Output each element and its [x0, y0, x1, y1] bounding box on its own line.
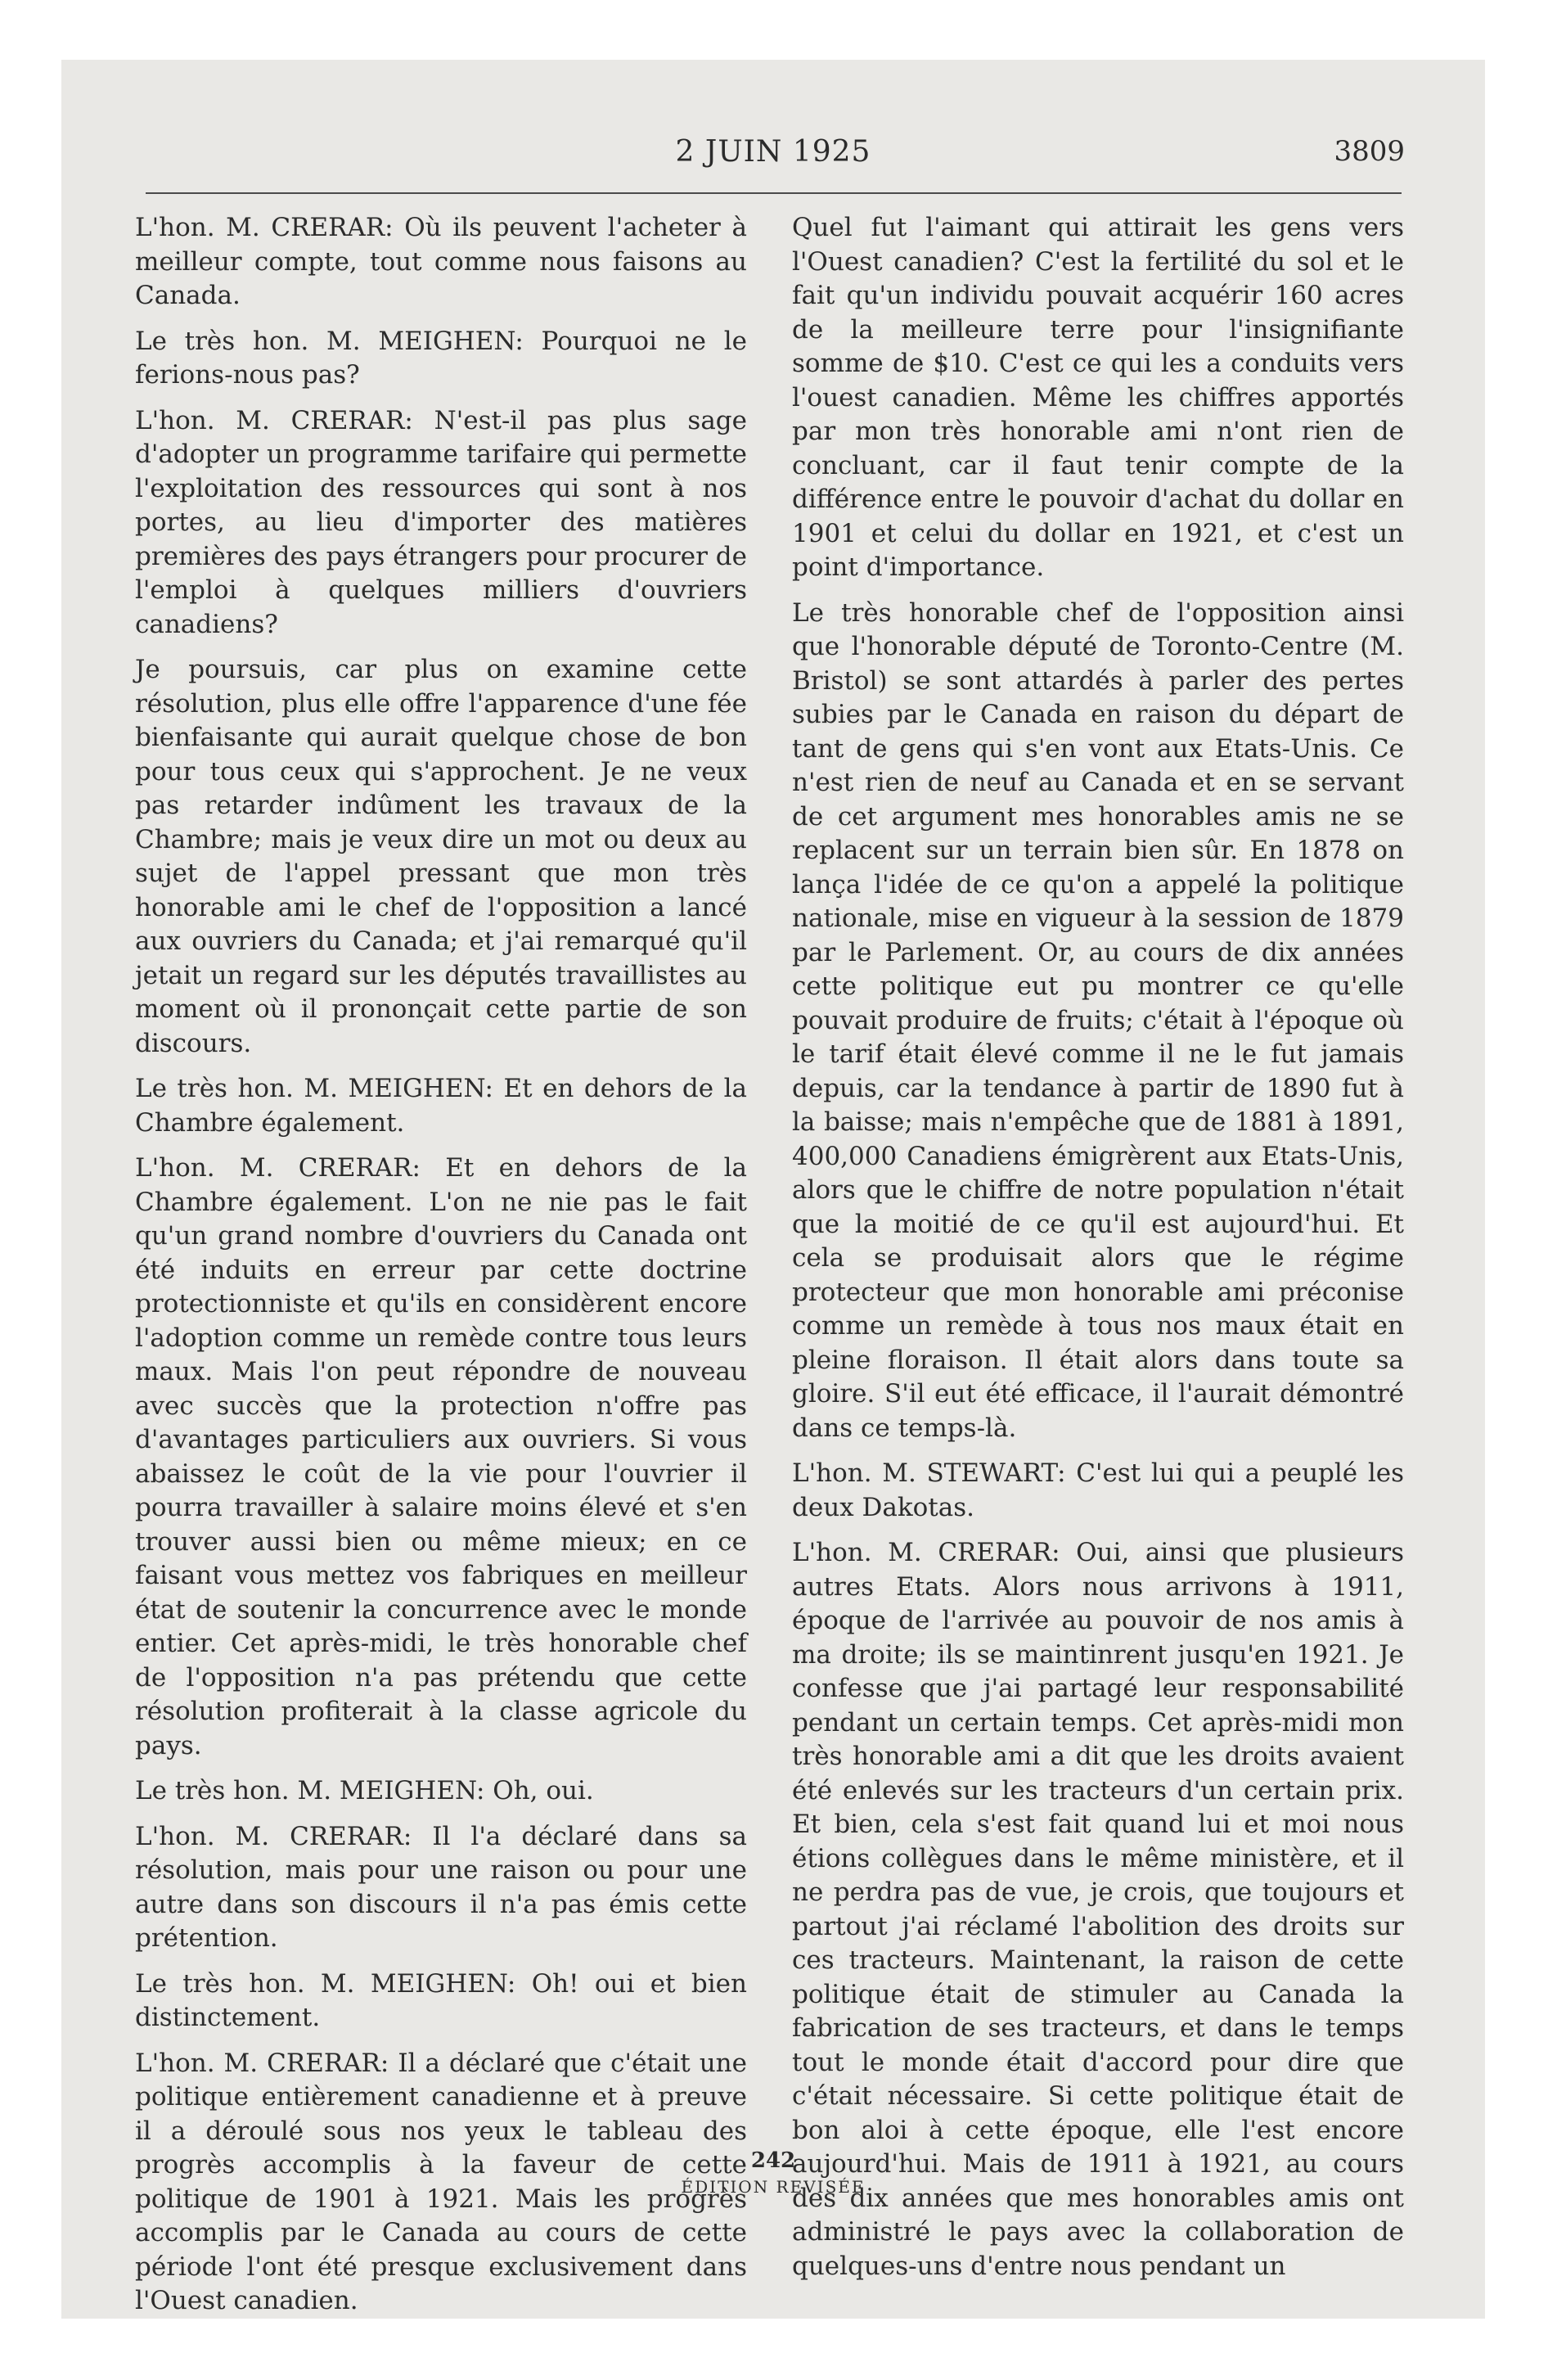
paragraph: Le très honorable chef de l'opposition ainsi que l'honorable député de Toronto-Centre (M. Bristol) se sont attardés à parler des pertes subies par le Canada en raison du départ de tant de gens qui s'en vont aux Etats-Unis. Ce n'est rien de neuf au Canada et en se servant de cet argument mes honorables amis ne se replacent sur un terrain bien sûr. En 1878 on lança l'idée de ce qu'on a appelé la politique nationale, mise en vigueur à la session de 1879 par le Parlement. Or, au cours de dix années cette politique eut pu montrer ce qu'elle pouvait produire de fruits; c'était à l'époque où le tarif était élevé comme il ne le fut jamais depuis, car la tendance à partir de 1890 fut à la baisse; mais n'empêche que de 1881 à 1891, 400,000 Canadiens émigrèrent aux Etats-Unis, alors que le chiffre de notre population n'était que la moitié de ce qu'il est aujourd'hui. Et cela se produisait alors que le régime protecteur que mon honorable ami préconise comme un remède à tous nos maux était en pleine floraison. Il était alors dans toute sa gloire. S'il eut été efficace, il l'aurait démontré dans ce temps-là.	[792, 597, 1404, 1443]
page-header	[61, 135, 1485, 184]
page-footer	[61, 2147, 1485, 2199]
paragraph: L'hon. M. CRERAR: Il l'a déclaré dans sa résolution, mais pour une raison ou pour une autre dans son discours il n'a pas émis cette prétention.	[135, 1821, 747, 1953]
right-column	[792, 211, 1404, 2295]
paragraph: Le très hon. M. MEIGHEN: Et en dehors de la Chambre également.	[135, 1074, 747, 1138]
paragraph: Je poursuis, car plus on examine cette résolution, plus elle offre l'apparence d'une fée bienfaisante qui aurait quelque chose de bon pour tous ceux qui s'approchent. Je ne veux pas retarder indûment les travaux de la Chambre; mais je veux dire un mot ou deux au sujet de l'appel pressant que mon très honorable ami le chef de l'opposition a lancé aux ouvriers du Canada; et j'ai remarqué qu'il jetait un regard sur les députés travaillistes au moment où il prononçait cette partie de son discours.	[135, 655, 747, 1058]
paragraph: L'hon. M. CRERAR: Où ils peuvent l'acheter à meilleur compte, tout comme nous faisons au Canada.	[135, 213, 747, 310]
header-rule	[146, 192, 1402, 194]
paragraph: L'hon. M. CRERAR: N'est-il pas plus sage d'adopter un programme tarifaire qui permette l'exploitation des ressources qui sont à nos portes, au lieu d'importer des matières premières des pays étrangers pour procurer de l'emploi à quelques milliers d'ouvriers canadiens?	[135, 405, 747, 639]
paragraph: L'hon. M. CRERAR: Il a déclaré que c'était une politique entièrement canadienne et à preuve il a déroulé sous nos yeux le tableau des progrès accomplis à la faveur de cette politique de 1901 à 1921. Mais les progrès accomplis par le Canada au cours de cette période l'ont été presque exclusivement dans l'Ouest canadien.	[135, 2048, 747, 2315]
paragraph: L'hon. M. CRERAR: Oui, ainsi que plusieurs autres Etats. Alors nous arrivons à 1911, époque de l'arrivée au pouvoir de nos amis à ma droite; ils se maintinrent jusqu'en 1921. Je confesse que j'ai partagé leur responsabilité pendant un certain temps. Cet après-midi mon très honorable ami a dit que les droits avaient été enlevés sur les tracteurs d'un certain prix. Et bien, cela s'est fait quand lui et moi nous étions collègues dans le même ministère, et il ne perdra pas de vue, je crois, que toujours et partout j'ai réclamé l'abolition des droits sur ces tracteurs. Maintenant, la raison de cette politique était de stimuler au Canada la fabrication de ses tracteurs, et dans le temps tout le monde était d'accord pour dire que c'était nécessaire. Si cette politique était de bon aloi à cette époque, elle l'est encore aujourd'hui. Mais de 1911 à 1921, au cours des dix années que mes honorables amis ont administré le pays avec la collaboration de quelques-uns d'entre nous pendant un	[792, 1538, 1404, 2281]
paragraph: L'hon. M. STEWART: C'est lui qui a peuplé les deux Dakotas.	[792, 1458, 1404, 1522]
header-page-number: 3809	[1334, 135, 1405, 168]
paragraph: L'hon. M. CRERAR: Et en dehors de la Chambre également. L'on ne nie pas le fait qu'un grand nombre d'ouvriers du Canada ont été induits en erreur par cette doctrine protectionniste et qu'ils en considèrent encore l'adoption comme un remède contre tous leurs maux. Mais l'on peut répondre de nouveau avec succès que la protection n'offre pas d'avantages particuliers aux ouvriers. Si vous abaissez le coût de la vie pour l'ouvrier il pourra travailler à salaire moins élevé et s'en trouver aussi bien ou même mieux; en ce faisant vous mettez vos fabriques en meilleur état de soutenir la concurrence avec le monde entier. Cet après-midi, le très honorable chef de l'opposition n'a pas prétendu que cette résolution profiterait à la classe agricole du pays.	[135, 1153, 747, 1760]
header-date: 2 JUIN 1925	[675, 135, 871, 169]
left-column	[135, 211, 747, 2330]
scanned-page	[61, 60, 1485, 2319]
footer-edition: ÉDITION REVISÉE	[681, 2177, 866, 2197]
paragraph: Le très hon. M. MEIGHEN: Oh, oui.	[135, 1776, 594, 1805]
paragraph: Quel fut l'aimant qui attirait les gens vers l'Ouest canadien? C'est la fertilité du sol et le fait qu'un individu pouvait acquérir 160 acres de la meilleure terre pour l'insignifiante somme de $10. C'est ce qui les a conduits vers l'ouest canadien. Même les chiffres apportés par mon très honorable ami n'ont rien de concluant, car il faut tenir compte de la différence entre le pouvoir d'achat du dollar en 1901 et celui du dollar en 1921, et c'est un point d'importance.	[792, 213, 1404, 582]
paragraph: Le très hon. M. MEIGHEN: Pourquoi ne le ferions-nous pas?	[135, 326, 747, 390]
paragraph: Le très hon. M. MEIGHEN: Oh! oui et bien distinctement.	[135, 1968, 747, 2032]
footer-number: 242	[750, 2148, 796, 2173]
